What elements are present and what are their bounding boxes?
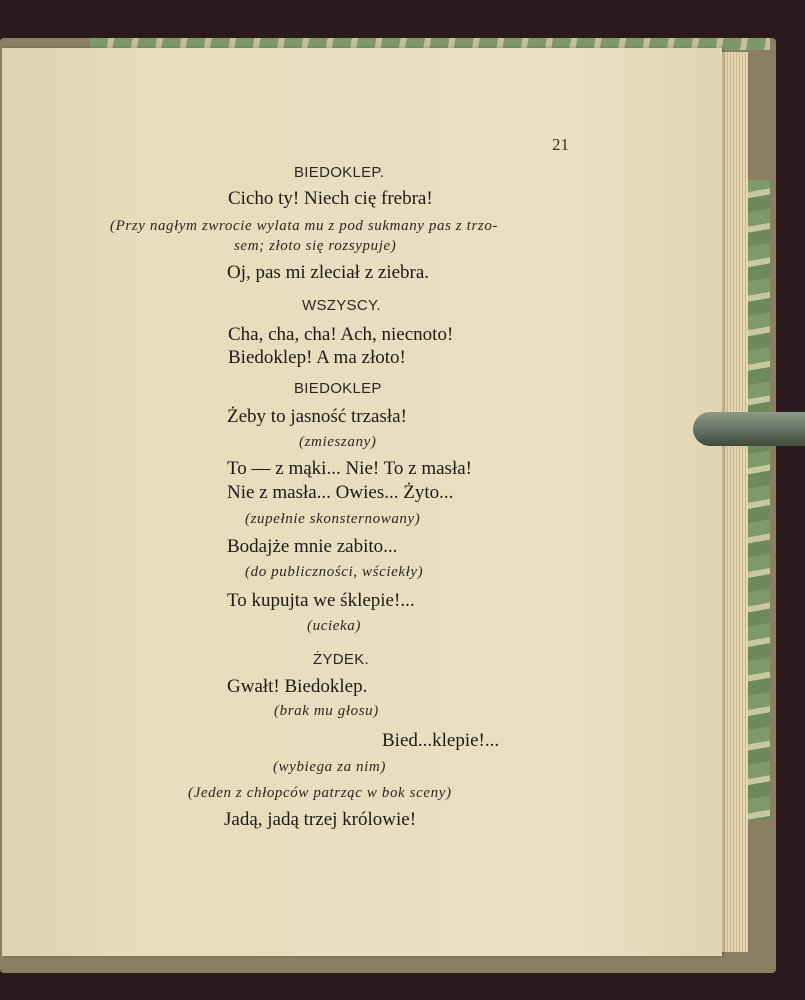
verse-line: Nie z masła... Owies... Żyto... — [227, 482, 454, 503]
book-page — [2, 48, 722, 956]
stage-direction: (zupełnie skonsternowany) — [245, 511, 421, 527]
stage-direction: (Przy nagłym zwrocie wylata mu z pod sukmany pas z trzo- — [110, 218, 499, 234]
verse-line: Bied...klepie!... — [382, 730, 500, 751]
verse-line: To — z mąki... Nie! To z masła! — [227, 458, 472, 479]
page-number: 21 — [552, 135, 569, 154]
verse-line: Cha, cha, cha! Ach, niecnoto! — [228, 324, 454, 345]
verse-line: Biedoklep! A ma złoto! — [228, 347, 406, 368]
verse-line: To kupujta we śklepie!... — [227, 590, 415, 611]
speaker-biedoklep: BIEDOKLEP. — [294, 164, 385, 181]
stage-direction: (wybiega za nim) — [273, 759, 386, 775]
verse-line: Żeby to jasność trzasła! — [227, 406, 407, 427]
verse-line: Bodajże mnie zabito... — [227, 536, 398, 557]
stage-direction: (ucieka) — [307, 618, 361, 634]
speaker-wszyscy: WSZYSCY. — [302, 297, 381, 314]
verse-line: Cicho ty! Niech cię frebra! — [228, 188, 433, 209]
stage-direction: (brak mu głosu) — [274, 703, 379, 719]
stage-direction: (zmieszany) — [299, 434, 377, 450]
stage-direction: (Jeden z chłopców patrząc w bok sceny) — [188, 785, 452, 801]
speaker-zydek: ŻYDEK. — [313, 651, 369, 668]
verse-line: Gwałt! Biedoklep. — [227, 676, 368, 697]
verse-line: Oj, pas mi zleciał z ziebra. — [227, 262, 430, 283]
stage-direction: sem; złoto się rozsypuje) — [234, 238, 397, 254]
bookmark-tab — [693, 412, 805, 446]
speaker-biedoklep: BIEDOKLEP — [294, 380, 382, 397]
verse-line: Jadą, jadą trzej królowie! — [224, 809, 417, 830]
stage-direction: (do publiczności, wściekły) — [245, 564, 424, 580]
